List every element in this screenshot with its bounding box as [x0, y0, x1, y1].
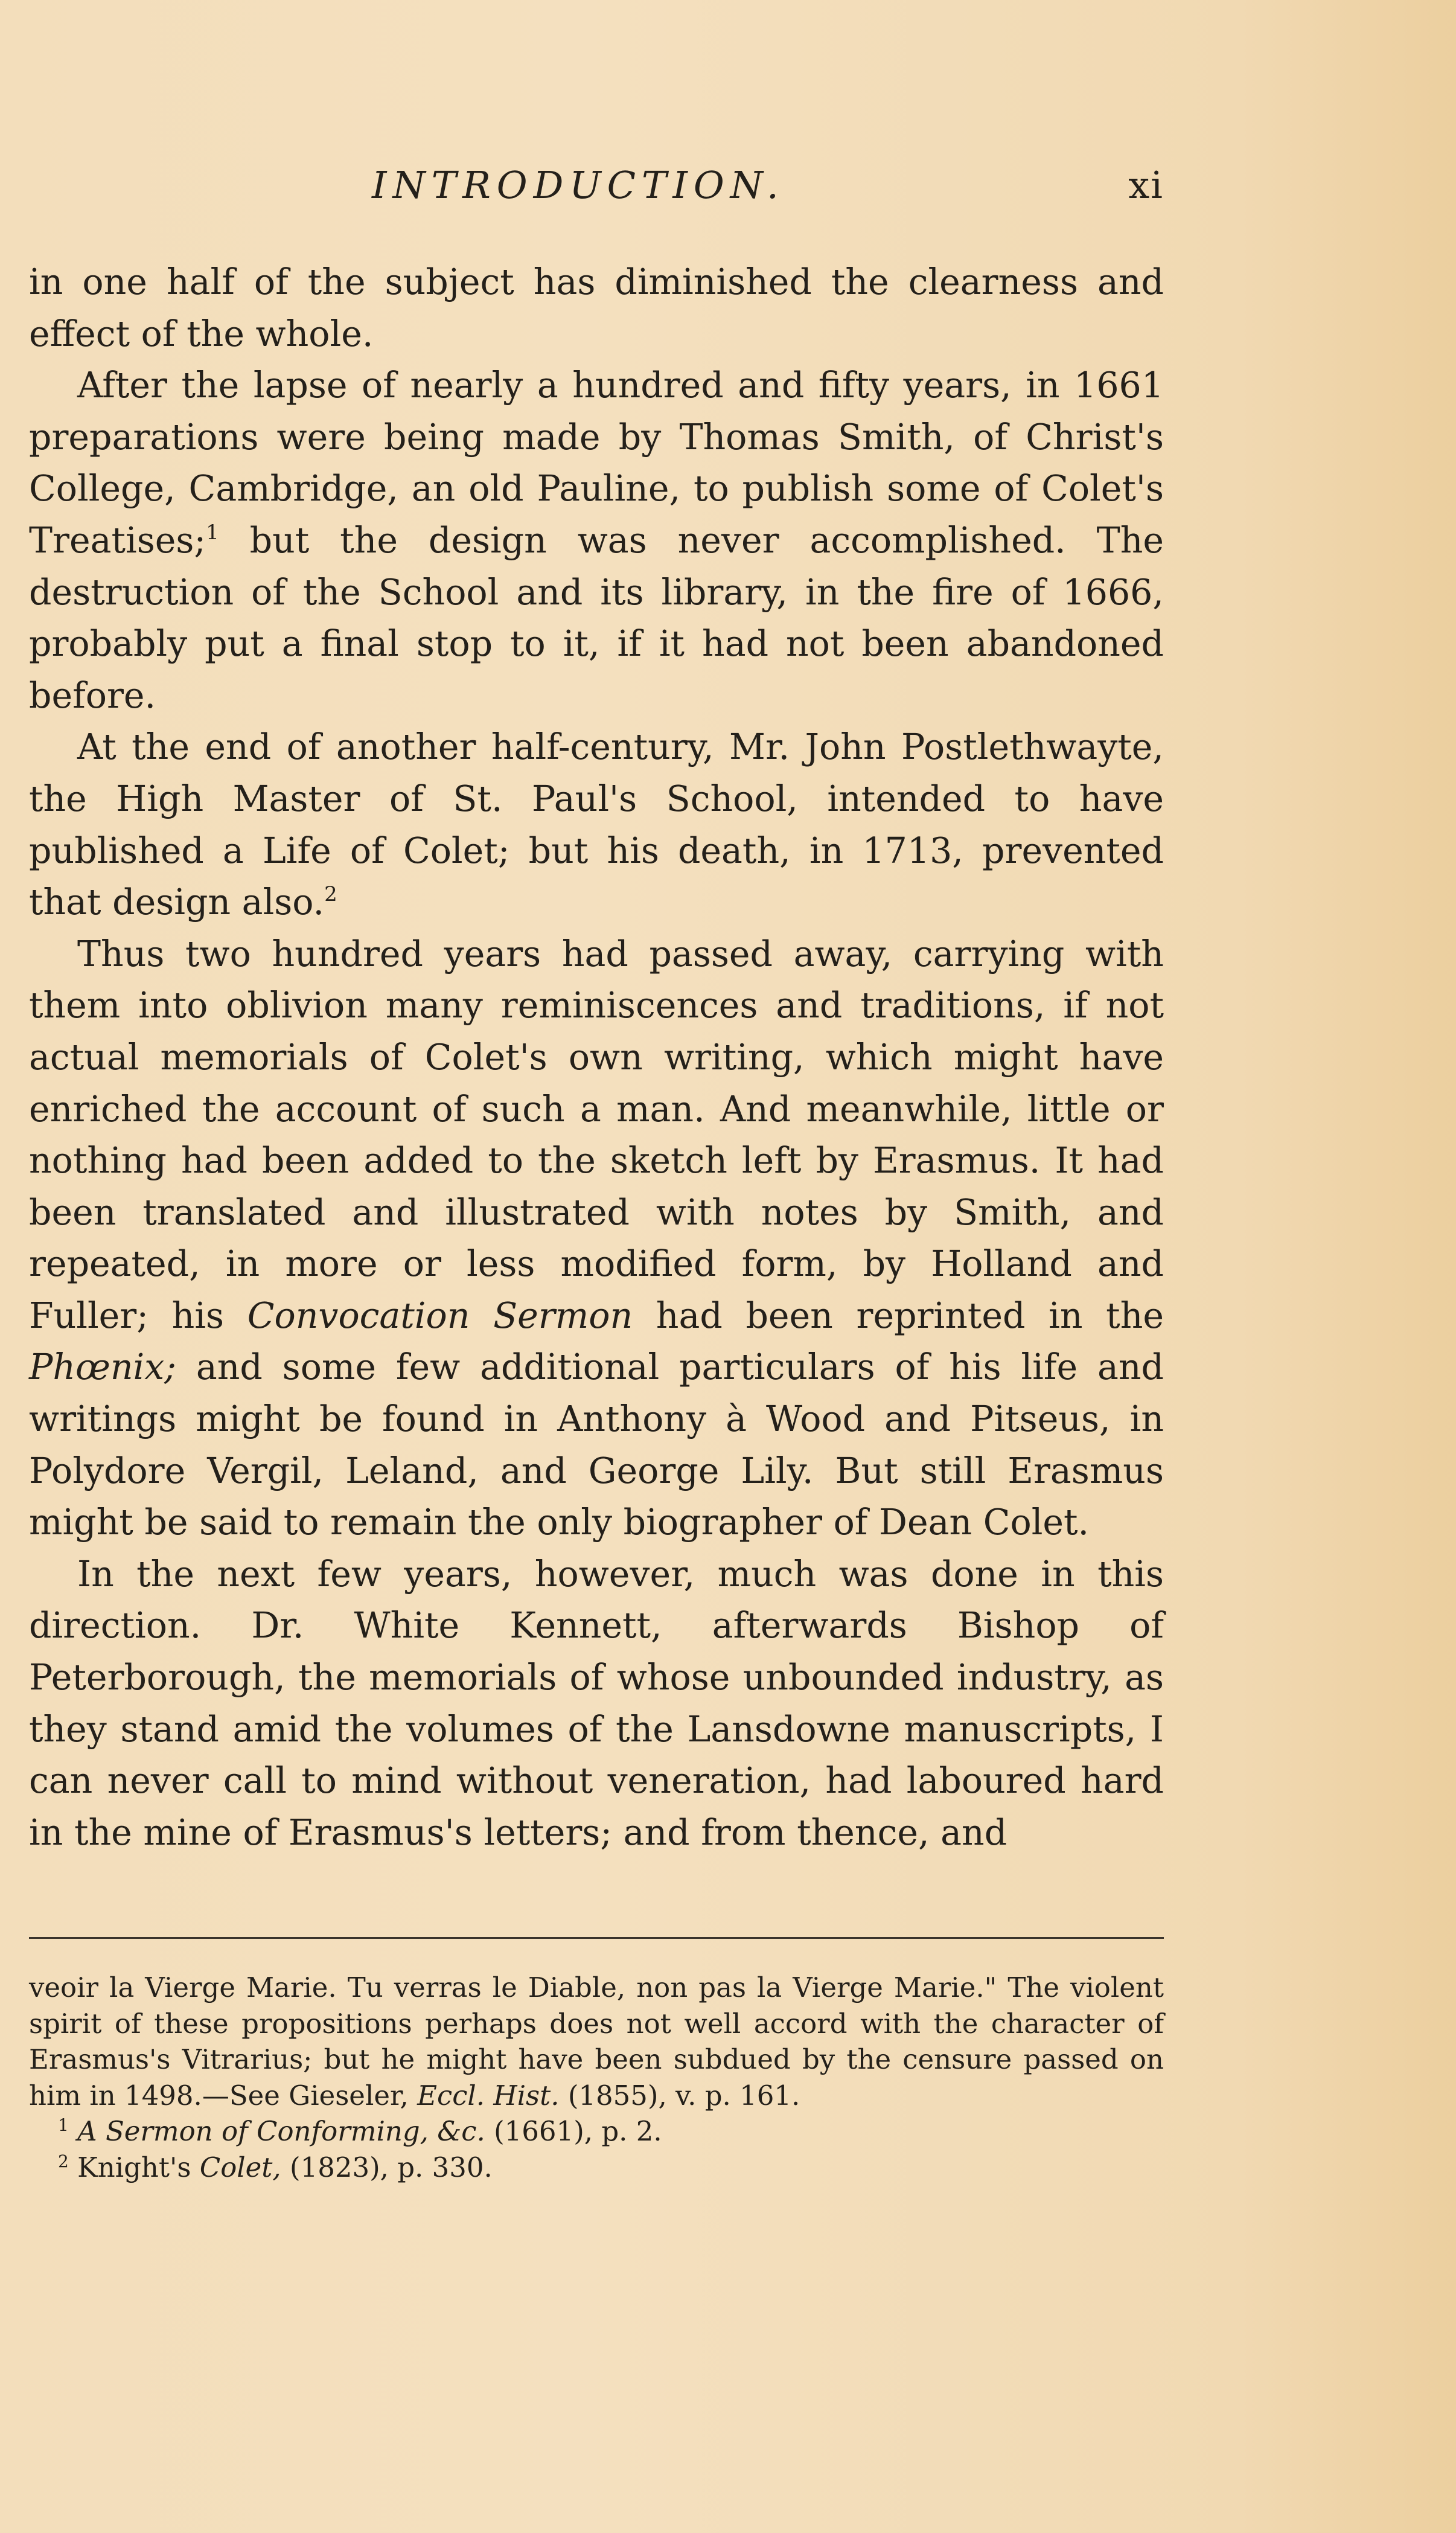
paragraph-2-text-b: but the design was never accomplished. The destruction of the School and its library, in the fire of 1666, probably put a final stop to it, if it had not been abandoned before. [29, 519, 1164, 716]
footnote-1 [29, 2113, 1164, 2150]
paragraph-2-text-a: After the lapse of nearly a hundred and fifty years, in 1661 preparations were being made by Thomas Smith, of Christ's College, Cambridge, an old Pauline, to publish some of Colet's Treatises; [29, 365, 1164, 561]
paragraph-4-text-b: had been reprinted in the [633, 1295, 1164, 1336]
footnote-continuation-text-a: veoir la Vierge Marie. Tu verras le Diable, non pas la Vierge Marie." The violent spirit of these propositions perhaps does not well accord with the character of Erasmus's Vitrarius; but he might have been subdued by the censure passed on him in 1498.—See Gieseler, [29, 1971, 1164, 2112]
footnote-continuation-text-b: (1855), v. p. 161. [559, 2079, 800, 2112]
footnotes [29, 1970, 1164, 2185]
footnote-ref-1: 1 [206, 520, 219, 545]
paragraph-3 [29, 722, 1164, 928]
footnote-2-text-a: Knight's [68, 2151, 200, 2183]
paragraph-2 [29, 360, 1164, 722]
footnote-2-text-b: (1823), p. 330. [281, 2151, 493, 2183]
paragraph-3-text: At the end of another half-century, Mr. John Postlethwayte, the High Master of St. Paul's School, intended to have published a Life of Colet; but his death, in 1713, prevented that design also. [29, 726, 1164, 923]
page-number: xi [1128, 163, 1164, 207]
footnote-2-mark: 2 [58, 2151, 69, 2171]
footnote-divider [29, 1937, 1164, 1939]
paragraph-5 [29, 1549, 1164, 1859]
footnote-2 [29, 2150, 1164, 2186]
footnote-continuation [29, 1970, 1164, 2113]
footnote-1-mark: 1 [58, 2115, 69, 2135]
paragraph-4-text-a: Thus two hundred years had passed away, carrying with them into oblivion many reminiscences and traditions, if not actual memorials of Colet's own writing, which might have enriched the account of such a man. And meanwhile, little or nothing had been added to the sketch left by Erasmus. It had been translated and illustrated with notes by Smith, and repeated, in more or less modified form, by Holland and Fuller; his [29, 933, 1164, 1336]
footnote-1-title: A Sermon of Conforming, &c. [77, 2115, 485, 2147]
footnote-1-text: (1661), p. 2. [485, 2115, 662, 2147]
convocation-sermon-title: Convocation Sermon [247, 1295, 633, 1336]
page-header [29, 163, 1164, 217]
paragraph-1 [29, 257, 1164, 360]
paragraph-4 [29, 929, 1164, 1549]
paragraph-5-text: In the next few years, however, much was done in this direction. Dr. White Kennett, afterwards Bishop of Peterborough, the memorials of whose unbounded industry, as they stand amid the volumes of the Lansdowne manuscripts, I can never call to mind without veneration, had laboured hard in the mine of Erasmus's letters; and from thence, and [29, 1553, 1164, 1853]
footnote-ref-2: 2 [324, 882, 337, 907]
running-title: INTRODUCTION. [372, 163, 785, 207]
eccl-hist-title: Eccl. Hist. [417, 2079, 560, 2112]
paragraph-1-text: in one half of the subject has diminished the clearness and effect of the whole. [29, 261, 1164, 354]
main-text [29, 257, 1164, 1859]
phoenix-title: Phœnix; [29, 1347, 176, 1388]
paragraph-4-text-c: and some few additional particulars of his life and writings might be found in Anthony à Wood and Pitseus, in Polydore Vergil, Leland, and George Lily. But still Erasmus might be said to remain the only biographer of Dean Colet. [29, 1347, 1164, 1543]
footnote-2-title: Colet, [199, 2151, 281, 2183]
